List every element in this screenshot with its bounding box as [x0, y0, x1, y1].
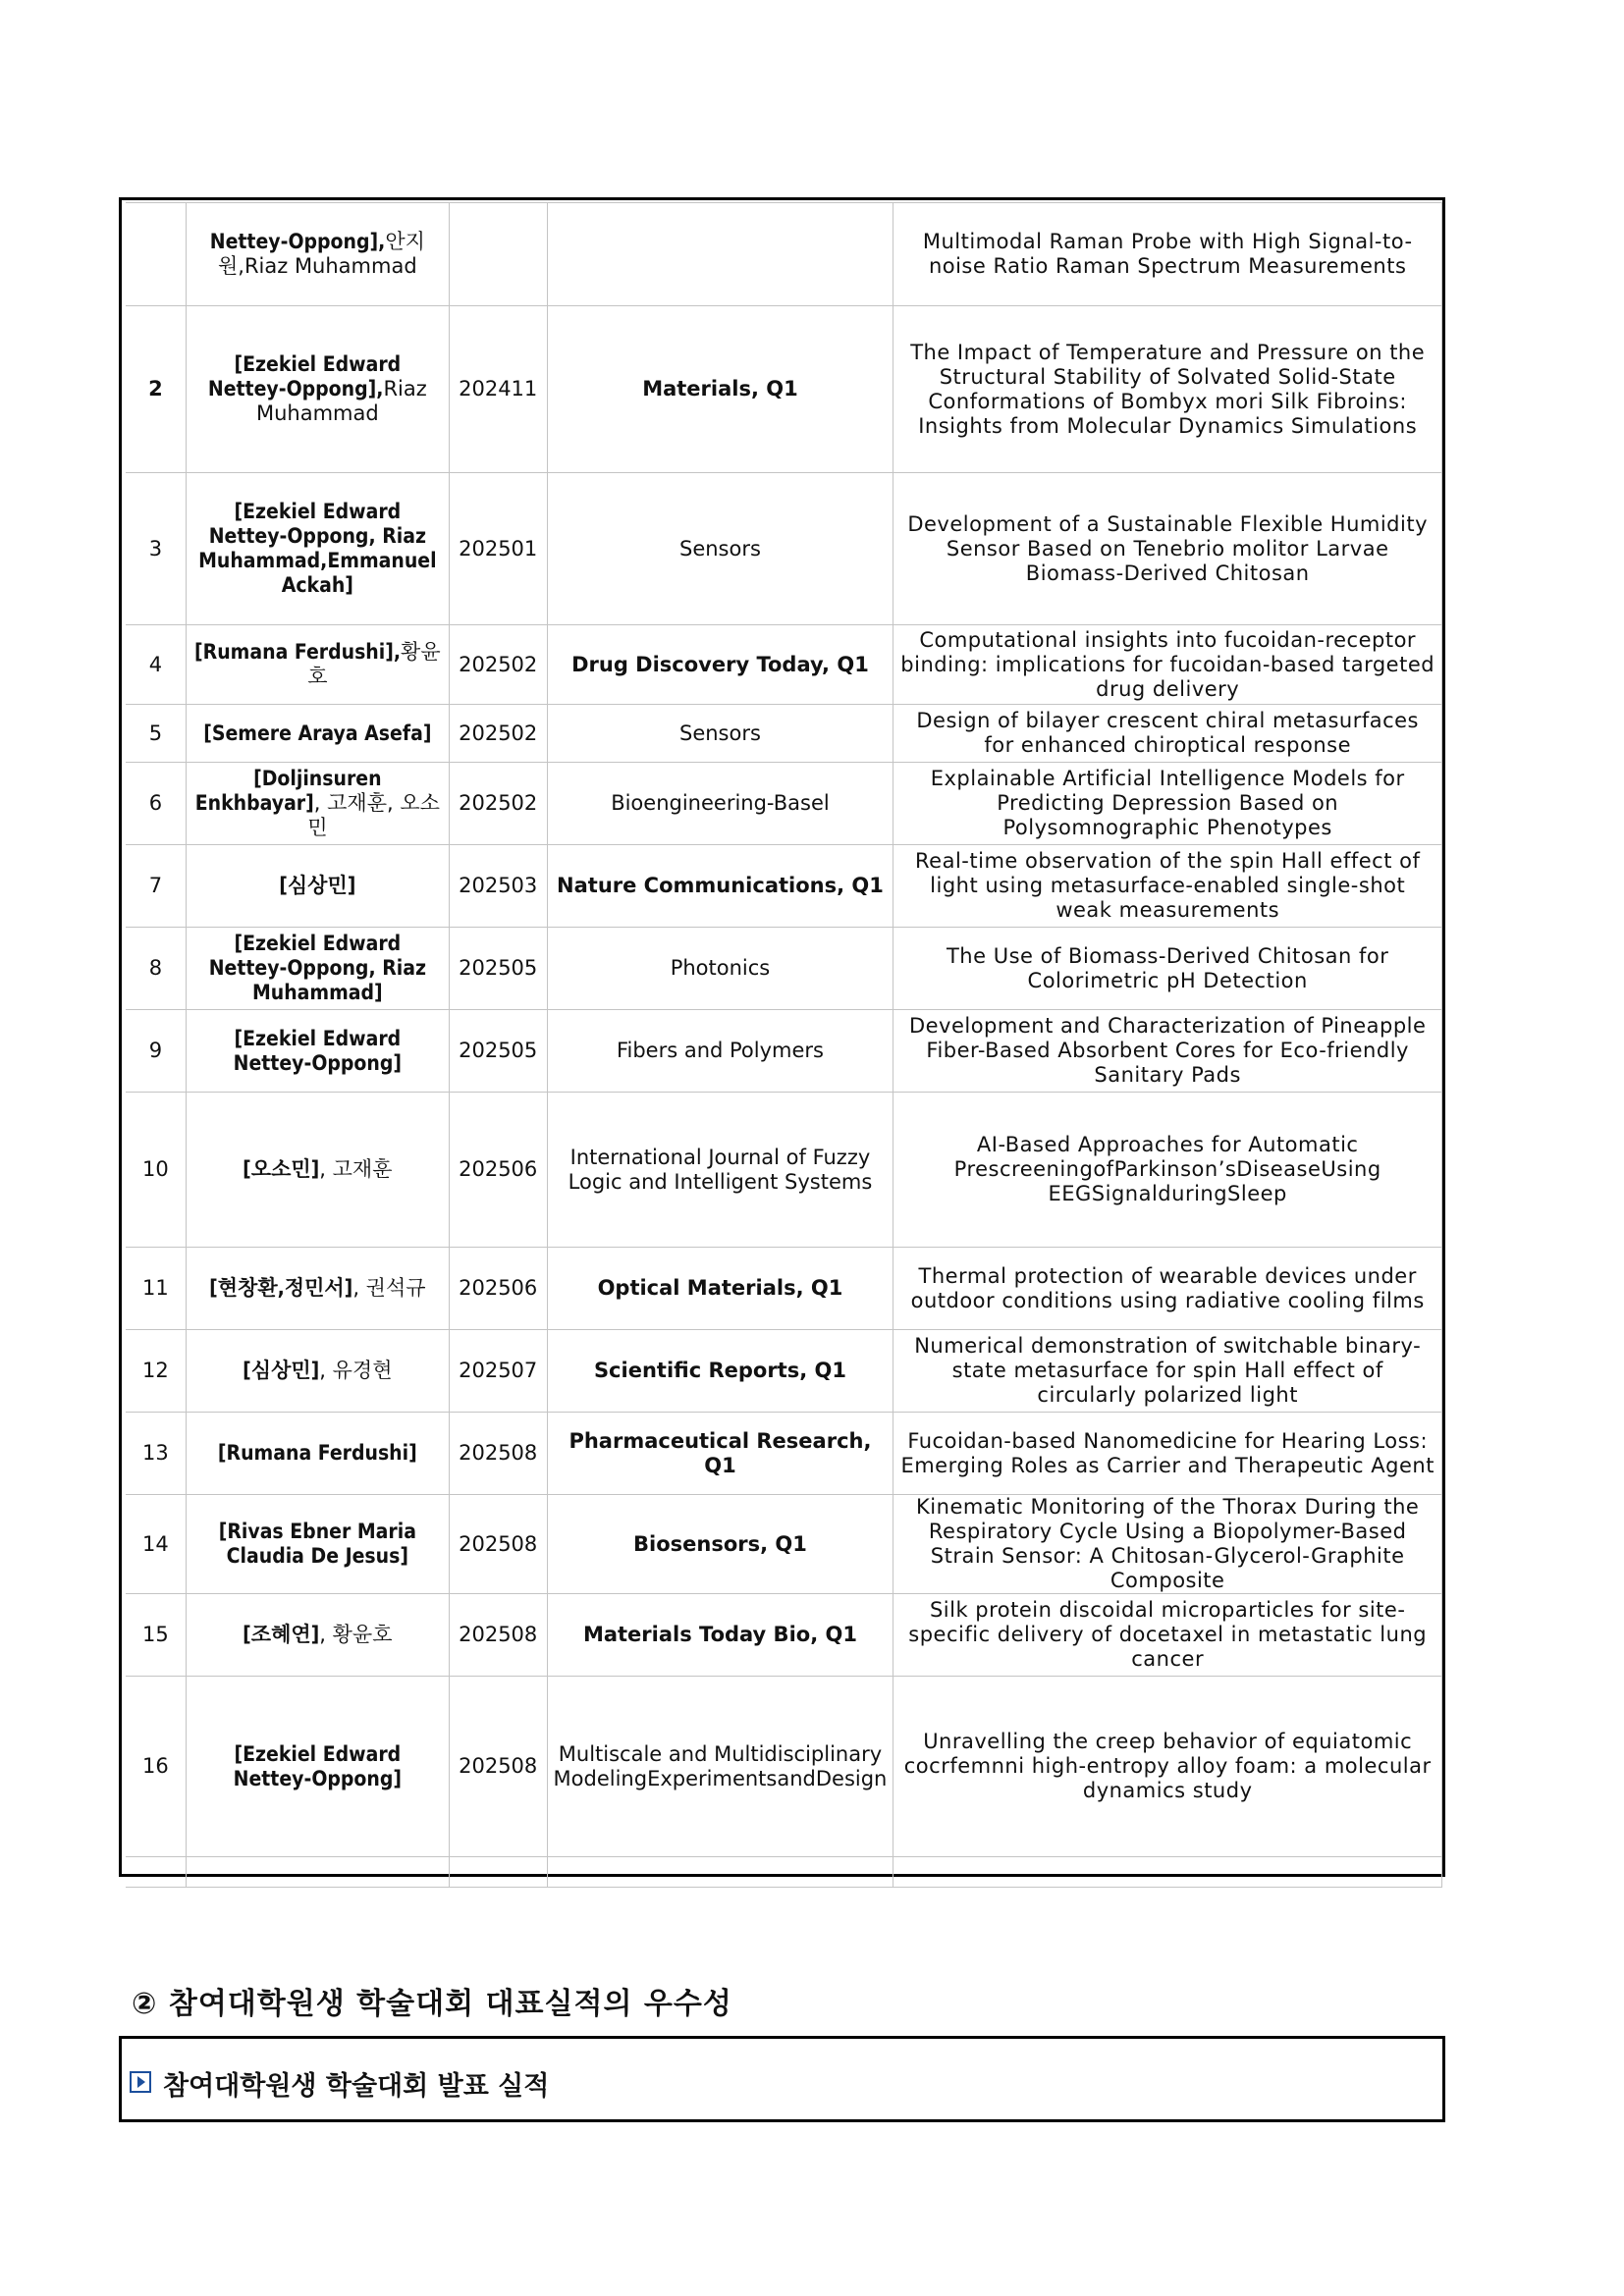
cell-number-text: 9 — [148, 1039, 163, 1062]
cell-number — [126, 1248, 186, 1330]
cell-number — [126, 306, 186, 473]
publication-table-body — [126, 203, 1442, 1888]
table-row — [126, 1413, 1442, 1495]
cell-date — [449, 1594, 547, 1677]
cell-journal — [547, 845, 893, 928]
empty-cell — [126, 1857, 186, 1888]
cell-authors — [186, 845, 449, 928]
cell-title-text: AI-Based Approaches for Automatic PrescreeningofParkinson’sDiseaseUsing EEGSignalduringSleep — [953, 1133, 1381, 1205]
empty-cell — [893, 1857, 1442, 1888]
cell-journal — [547, 1594, 893, 1677]
cell-number-text: 7 — [148, 874, 163, 897]
cell-number — [126, 1330, 186, 1413]
cell-title — [893, 1093, 1442, 1248]
authors-bold: [오소민] — [243, 1157, 320, 1181]
cell-title-text: Numerical demonstration of switchable binary-state metasurface for spin Hall effect of circularly polarized light — [914, 1334, 1422, 1407]
cell-title — [893, 473, 1442, 625]
cell-number-text: 3 — [148, 536, 163, 561]
authors-normal: Riaz Muhammad — [255, 377, 427, 425]
cell-title-text: Multimodal Raman Probe with High Signal-to-noise Ratio Raman Spectrum Measurements — [922, 230, 1413, 278]
publication-table — [126, 202, 1442, 1888]
authors-normal: 안지원,Riaz Muhammad — [217, 230, 425, 278]
cell-number — [126, 763, 186, 845]
cell-journal-text: Pharmaceutical Research, Q1 — [568, 1428, 872, 1477]
cell-number-text: 8 — [148, 956, 163, 980]
cell-number — [126, 928, 186, 1010]
cell-journal — [547, 1010, 893, 1093]
section-heading: ② 참여대학원생 학술대회 대표실적의 우수성 — [132, 1987, 732, 2021]
cell-number — [126, 845, 186, 928]
cell-title — [893, 1594, 1442, 1677]
cell-title-text: Design of bilayer crescent chiral metasurfaces for enhanced chiroptical response — [916, 709, 1419, 757]
empty-cell — [449, 1857, 547, 1888]
cell-authors — [186, 625, 449, 705]
authors-bold: [Rumana Ferdushi] — [217, 1441, 417, 1465]
table-row — [126, 1594, 1442, 1677]
cell-date — [449, 928, 547, 1010]
authors-bold: [Ezekiel Edward Nettey-Oppong, Riaz Muhammad,Emmanuel Ackah] — [198, 500, 437, 597]
authors-bold: [조혜연] — [243, 1623, 320, 1646]
table-row — [126, 1093, 1442, 1248]
cell-date-text: 202503 — [459, 874, 538, 897]
cell-date — [449, 845, 547, 928]
cell-authors — [186, 1010, 449, 1093]
table-row — [126, 1677, 1442, 1857]
table-row — [126, 1010, 1442, 1093]
cell-date-text: 202506 — [459, 1276, 538, 1300]
cell-authors — [186, 1594, 449, 1677]
cell-number — [126, 473, 186, 625]
cell-title-text: Computational insights into fucoidan-receptor binding: implications for fucoidan-based targeted drug delivery — [900, 627, 1435, 701]
table-row — [126, 1248, 1442, 1330]
cell-date-text: 202505 — [459, 1039, 538, 1062]
cell-title — [893, 1330, 1442, 1413]
authors-bold: [Rumana Ferdushi], — [194, 640, 402, 664]
cell-authors — [186, 203, 449, 306]
arrow-right-icon — [130, 2071, 151, 2093]
cell-journal-text: Materials, Q1 — [642, 377, 798, 400]
cell-date-text: 202505 — [459, 956, 538, 980]
cell-date — [449, 1677, 547, 1857]
cell-title-text: Silk protein discoidal microparticles for site-specific delivery of docetaxel in metastatic lung cancer — [908, 1598, 1428, 1671]
cell-number — [126, 1010, 186, 1093]
cell-title-text: The Use of Biomass-Derived Chitosan for Colorimetric pH Detection — [946, 943, 1389, 992]
cell-number-text: 2 — [148, 377, 163, 400]
cell-number-text: 16 — [142, 1754, 169, 1778]
table-row-empty — [126, 1857, 1442, 1888]
cell-number — [126, 705, 186, 763]
cell-date — [449, 1413, 547, 1495]
cell-date — [449, 1330, 547, 1413]
cell-title — [893, 203, 1442, 306]
cell-date — [449, 763, 547, 845]
cell-journal-text: Sensors — [678, 536, 761, 561]
cell-number-text: 15 — [142, 1623, 169, 1646]
cell-title — [893, 1413, 1442, 1495]
authors-normal: , 유경현 — [319, 1359, 393, 1382]
cell-title-text: Development of a Sustainable Flexible Humidity Sensor Based on Tenebrio molitor Larvae Biomass-Derived Chitosan — [907, 511, 1429, 585]
table-row — [126, 1330, 1442, 1413]
cell-journal — [547, 625, 893, 705]
cell-title-text: The Impact of Temperature and Pressure on the Structural Stability of Solvated Solid-State Conformations of Bombyx mori Silk Fibroins: Insights from Molecular Dynamics Simulations — [910, 340, 1426, 438]
cell-date-text: 202411 — [459, 377, 538, 400]
publication-table-box — [119, 197, 1445, 1877]
cell-title — [893, 845, 1442, 928]
cell-date — [449, 1248, 547, 1330]
subsection-label: 참여대학원생 학술대회 발표 실적 — [163, 2071, 550, 2102]
cell-number — [126, 203, 186, 306]
cell-number — [126, 1495, 186, 1594]
cell-authors — [186, 306, 449, 473]
cell-authors — [186, 473, 449, 625]
cell-journal — [547, 1248, 893, 1330]
authors-bold: Nettey-Oppong], — [209, 230, 386, 253]
cell-journal — [547, 1495, 893, 1594]
cell-number-text: 14 — [142, 1531, 169, 1556]
cell-number — [126, 1413, 186, 1495]
cell-title — [893, 763, 1442, 845]
cell-title — [893, 1495, 1442, 1594]
cell-number — [126, 625, 186, 705]
cell-journal — [547, 928, 893, 1010]
cell-journal — [547, 1677, 893, 1857]
cell-title-text: Explainable Artificial Intelligence Models for Predicting Depression Based on Polysomnographic Phenotypes — [930, 767, 1405, 839]
cell-title-text: Unravelling the creep behavior of equiatomic cocrfemnni high-entropy alloy foam: a molecular dynamics study — [903, 1730, 1432, 1802]
empty-cell — [186, 1857, 449, 1888]
cell-title-text: Development and Characterization of Pineapple Fiber-Based Absorbent Cores for Eco-friendly Sanitary Pads — [908, 1014, 1427, 1087]
cell-title — [893, 1248, 1442, 1330]
cell-journal-text: Sensors — [678, 721, 761, 745]
cell-date — [449, 306, 547, 473]
authors-normal: 황윤호 — [307, 640, 441, 688]
cell-authors — [186, 705, 449, 763]
cell-journal-text: Biosensors, Q1 — [633, 1531, 807, 1556]
cell-date-text: 202502 — [459, 791, 538, 815]
cell-journal-text: Nature Communications, Q1 — [557, 874, 884, 897]
cell-journal-text: Drug Discovery Today, Q1 — [571, 652, 869, 676]
table-row — [126, 625, 1442, 705]
cell-journal — [547, 1093, 893, 1248]
cell-authors — [186, 1330, 449, 1413]
cell-date-text: 202507 — [459, 1359, 538, 1382]
cell-date — [449, 1010, 547, 1093]
subsection-box — [119, 2036, 1445, 2122]
cell-number-text: 13 — [142, 1441, 169, 1465]
table-row — [126, 473, 1442, 625]
cell-journal-text: International Journal of Fuzzy Logic and Intelligent Systems — [568, 1145, 873, 1194]
cell-journal-text: Materials Today Bio, Q1 — [582, 1623, 857, 1646]
cell-journal — [547, 1330, 893, 1413]
cell-number-text: 12 — [142, 1359, 169, 1382]
cell-number — [126, 1594, 186, 1677]
authors-bold: [현창환,정민서] — [209, 1276, 353, 1300]
cell-title — [893, 928, 1442, 1010]
cell-title-text: Thermal protection of wearable devices under outdoor conditions using radiative cooling films — [910, 1263, 1425, 1312]
authors-bold: [Ezekiel Edward Nettey-Oppong] — [233, 1026, 403, 1075]
cell-date-text: 202508 — [459, 1754, 538, 1778]
cell-journal — [547, 1413, 893, 1495]
cell-journal-text: Optical Materials, Q1 — [597, 1276, 843, 1300]
authors-bold: [Ezekiel Edward Nettey-Oppong, Riaz Muhammad] — [208, 932, 426, 1004]
cell-authors — [186, 928, 449, 1010]
table-row — [126, 203, 1442, 306]
authors-normal: , 고재훈 — [319, 1157, 393, 1181]
cell-authors — [186, 1413, 449, 1495]
cell-title — [893, 306, 1442, 473]
cell-number-text: 4 — [148, 652, 163, 676]
table-row — [126, 928, 1442, 1010]
cell-title — [893, 1010, 1442, 1093]
table-row — [126, 845, 1442, 928]
cell-journal-text: Photonics — [670, 956, 771, 980]
cell-date-text: 202502 — [459, 721, 538, 745]
authors-bold: [Semere Araya Asefa] — [203, 721, 432, 745]
authors-bold: [Ezekiel Edward Nettey-Oppong] — [233, 1741, 403, 1790]
authors-bold: [심상민] — [243, 1359, 320, 1382]
cell-number-text: 5 — [148, 721, 163, 745]
cell-authors — [186, 763, 449, 845]
table-row — [126, 1495, 1442, 1594]
cell-journal-text: Bioengineering-Basel — [611, 791, 830, 815]
cell-journal-text: Multiscale and Multidisciplinary ModelingExperimentsandDesign — [553, 1741, 888, 1790]
cell-title-text: Kinematic Monitoring of the Thorax During the Respiratory Cycle Using a Biopolymer-Based Strain Sensor: A Chitosan-Glycerol-Graphite Composite — [916, 1495, 1420, 1592]
cell-authors — [186, 1495, 449, 1594]
cell-date-text: 202502 — [459, 652, 538, 676]
authors-bold: [Doljinsuren Enkhbayar] — [194, 767, 382, 815]
cell-date-text: 202506 — [459, 1157, 538, 1181]
cell-date-text: 202508 — [459, 1441, 538, 1465]
cell-journal — [547, 705, 893, 763]
cell-title-text: Fucoidan-based Nanomedicine for Hearing Loss: Emerging Roles as Carrier and Therapeutic Agent — [900, 1428, 1435, 1477]
cell-number-text: 11 — [142, 1276, 169, 1300]
authors-normal: , 권석규 — [352, 1276, 426, 1300]
cell-journal-text: Fibers and Polymers — [616, 1039, 824, 1062]
cell-number — [126, 1093, 186, 1248]
empty-cell — [547, 1857, 893, 1888]
cell-journal — [547, 473, 893, 625]
authors-normal: , 황윤호 — [319, 1623, 393, 1646]
cell-date — [449, 1093, 547, 1248]
cell-date — [449, 625, 547, 705]
cell-authors — [186, 1093, 449, 1248]
cell-journal — [547, 763, 893, 845]
cell-title-text: Real-time observation of the spin Hall effect of light using metasurface-enabled single-shot weak measurements — [915, 849, 1421, 922]
authors-bold: [Rivas Ebner Maria Claudia De Jesus] — [218, 1520, 416, 1568]
cell-number-text: 10 — [142, 1157, 169, 1181]
cell-journal-text: Scientific Reports, Q1 — [593, 1359, 846, 1382]
cell-authors — [186, 1677, 449, 1857]
cell-date — [449, 705, 547, 763]
cell-date-text: 202508 — [459, 1531, 538, 1556]
table-row — [126, 705, 1442, 763]
cell-date-text: 202501 — [459, 536, 538, 561]
table-row — [126, 306, 1442, 473]
authors-normal: , 고재훈, 오소민 — [307, 791, 440, 839]
authors-bold: [심상민] — [279, 874, 356, 897]
cell-date — [449, 203, 547, 306]
cell-number-text: 6 — [148, 791, 163, 815]
cell-title — [893, 705, 1442, 763]
cell-authors — [186, 1248, 449, 1330]
cell-title — [893, 1677, 1442, 1857]
authors-bold: [Ezekiel Edward Nettey-Oppong], — [207, 352, 402, 400]
cell-title — [893, 625, 1442, 705]
cell-number — [126, 1677, 186, 1857]
cell-date-text: 202508 — [459, 1623, 538, 1646]
table-row — [126, 763, 1442, 845]
cell-date — [449, 473, 547, 625]
cell-date — [449, 1495, 547, 1594]
cell-journal — [547, 203, 893, 306]
cell-journal — [547, 306, 893, 473]
